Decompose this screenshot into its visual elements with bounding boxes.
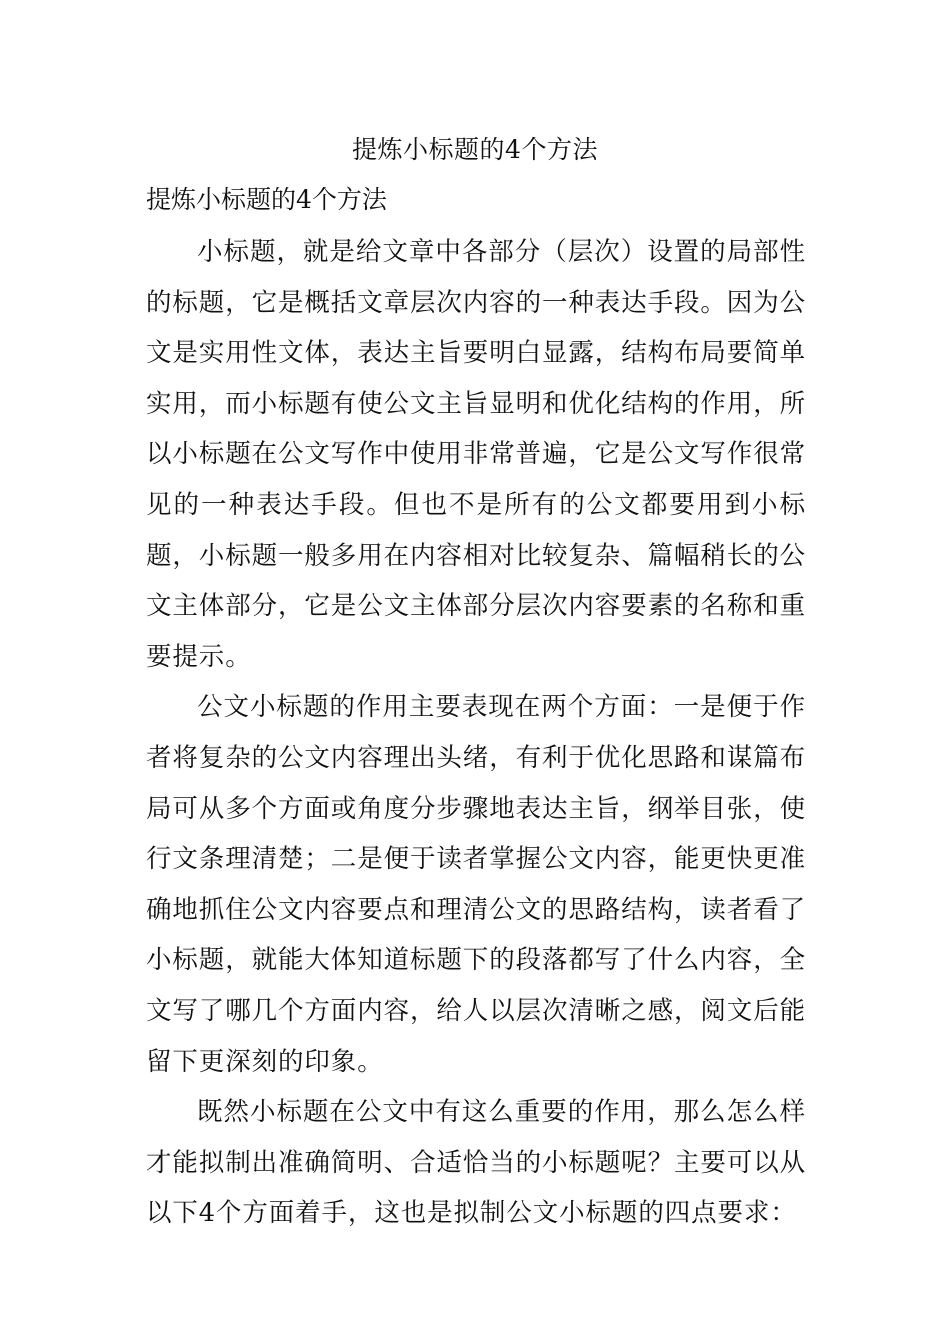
paragraph-1: 小标题，就是给文章中各部分（层次）设置的局部性的标题，它是概括文章层次内容的一种表达手段。因为公文是实用性文体，表达主旨要明白显露，结构布局要简单实用，而小标题有使公文主旨显明和优化结构的作用，所以小标题在公文写作中使用非常普遍，它是公文写作很常见的一种表达手段。但也不是所有的公文都要用到小标题，小标题一般多用在内容相对比较复杂、篇幅稍长的公文主体部分，它是公文主体部分层次内容要素的名称和重要提示。 (146, 237, 807, 672)
document-body (146, 227, 806, 1239)
paragraph-3: 既然小标题在公文中有这么重要的作用，那么怎么样才能拟制出准确简明、合适恰当的小标题呢？主要可以从以下4个方面着手，这也是拟制公文小标题的四点要求： (146, 1097, 807, 1229)
document-subtitle: 提炼小标题的4个方法 (146, 185, 387, 214)
document-title: 提炼小标题的4个方法 (352, 135, 598, 164)
paragraph-2: 公文小标题的作用主要表现在两个方面：一是便于作者将复杂的公文内容理出头绪，有利于优化思路和谋篇布局可从多个方面或角度分步骤地表达主旨，纲举目张，使行文条理清楚；二是便于读者掌握公文内容，能更快更准确地抓住公文内容要点和理清公文的思路结构，读者看了小标题，就能大体知道标题下的段落都写了什么内容，全文写了哪几个方面内容，给人以层次清晰之感，阅文后能留下更深刻的印象。 (146, 692, 807, 1077)
